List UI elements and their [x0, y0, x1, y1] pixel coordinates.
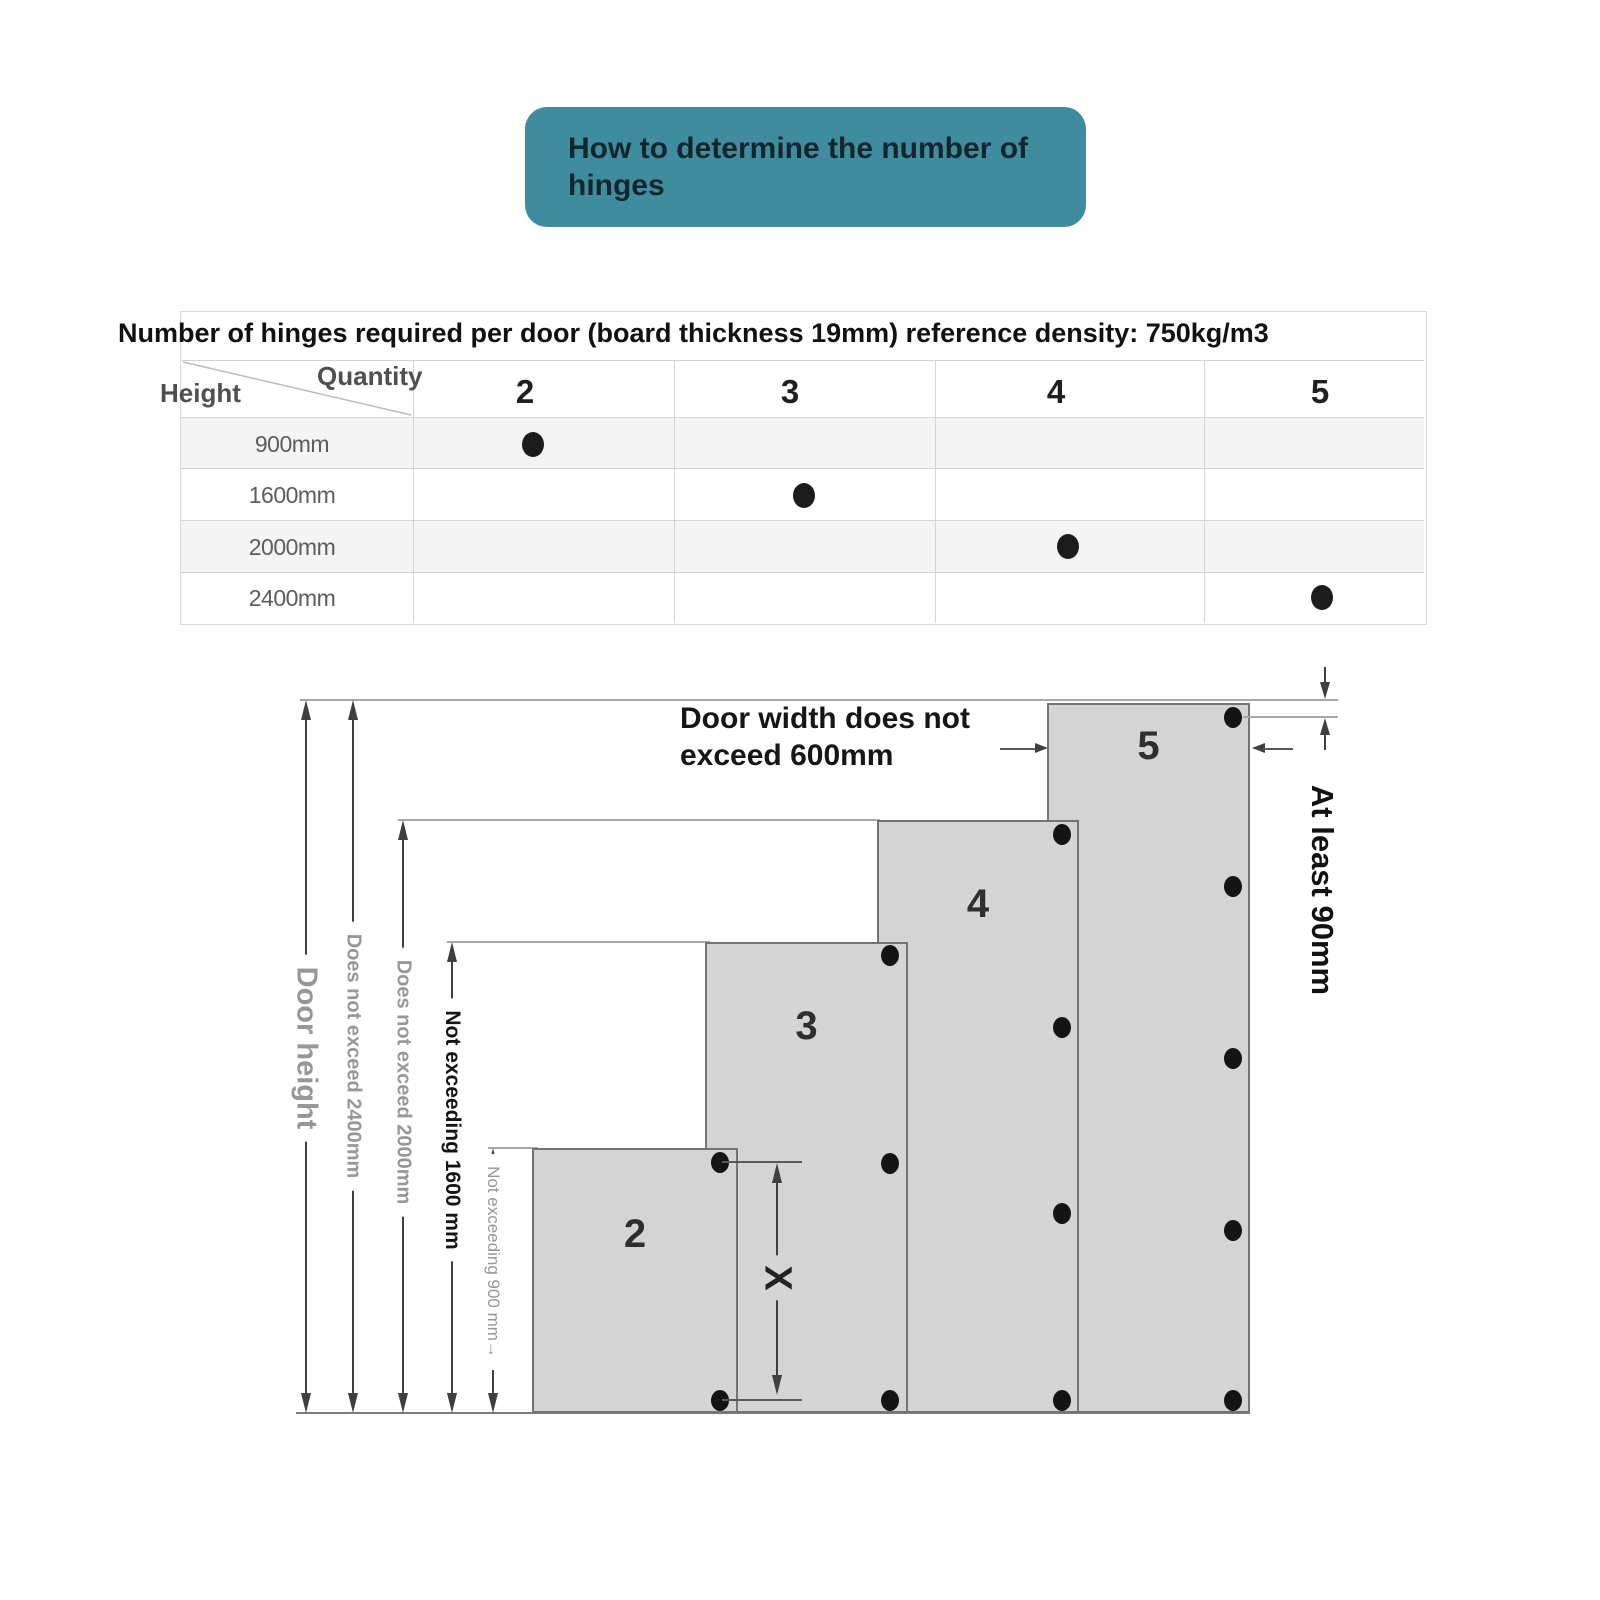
grid-line — [674, 360, 675, 623]
hinge-dot — [881, 1153, 899, 1174]
quantity-column-header: 2 — [515, 373, 535, 410]
hinge-dot — [1053, 824, 1071, 845]
dim-label-2400: Does not exceed 2400mm — [338, 922, 369, 1191]
top-gap-lower-arrow-line — [1324, 730, 1326, 750]
grid-line — [181, 468, 1424, 469]
x-connector-bottom — [722, 1399, 802, 1401]
grid-line — [181, 417, 1424, 418]
height-row-label: 2000mm — [248, 534, 336, 560]
hinge-dot — [711, 1152, 729, 1173]
dim-label-2000: Does not exceed 2000mm — [388, 948, 419, 1217]
quantity-column-header: 4 — [1046, 373, 1066, 410]
hinge-dot — [1224, 707, 1242, 728]
dim-label-900: Not exceeding 900 mm→ — [479, 1154, 507, 1370]
dim-label-1600: Not exceeding 1600 mm — [436, 998, 468, 1261]
height-row-label: 900mm — [254, 431, 330, 457]
hinge-dot — [1224, 876, 1242, 897]
grid-line — [1204, 360, 1205, 623]
level-line-1600 — [447, 941, 710, 943]
door-panel-label-5: 5 — [1137, 724, 1160, 768]
table-row-900-shade — [181, 417, 1424, 468]
height-row-label: 2400mm — [248, 585, 336, 611]
door-panel-2 — [532, 1148, 738, 1413]
table-row-2000-shade — [181, 520, 1424, 572]
hinge-dot — [1053, 1017, 1071, 1038]
selection-dot-2000-4 — [1057, 534, 1079, 559]
height-row-label: 1600mm — [248, 482, 336, 508]
hinge-dot — [1224, 1220, 1242, 1241]
door-top-line — [300, 699, 1338, 701]
x-connector-top — [722, 1161, 802, 1163]
top-gap-upper-arrow-head — [1320, 682, 1330, 699]
level-line-2000 — [398, 819, 880, 821]
door-width-arrow-left-head — [1035, 743, 1048, 753]
hinge-dot — [1224, 1048, 1242, 1069]
page-title: How to determine the number of hinges — [568, 132, 1029, 202]
door-panel-label-4: 4 — [966, 882, 990, 926]
selection-dot-900-2 — [522, 432, 544, 457]
hinge-dot — [1224, 1390, 1242, 1411]
grid-line — [181, 520, 1424, 521]
hinge-dot — [881, 945, 899, 966]
quantity-header-label: Quantity — [317, 361, 423, 391]
door-panel-label-2: 2 — [623, 1212, 647, 1256]
grid-line — [181, 572, 1424, 573]
selection-dot-1600-3 — [793, 483, 815, 508]
selection-dot-2400-5 — [1311, 585, 1333, 610]
door-panel-label-3: 3 — [795, 1004, 818, 1048]
hinge-dot — [711, 1390, 729, 1411]
grid-line — [413, 360, 414, 623]
door-width-note-line2: exceed 600mm — [680, 739, 894, 772]
table-title: Number of hinges required per door (board thickness 19mm) reference density: 750kg/m3 — [118, 318, 1269, 348]
door-width-arrow-left-line — [1000, 748, 1037, 750]
dim-label-door-height: Door height — [286, 955, 327, 1142]
hinge-dot — [881, 1390, 899, 1411]
height-header-label: Height — [160, 378, 241, 408]
quantity-column-header: 5 — [1310, 373, 1330, 410]
at-least-90-label: At least 90mm — [1305, 784, 1340, 996]
hinge-dot — [1053, 1203, 1071, 1224]
hinge-dot — [1053, 1390, 1071, 1411]
door-width-note-line1: Door width does not — [680, 702, 970, 735]
quantity-column-header: 3 — [780, 373, 800, 410]
hinge-spacing-label: X — [750, 1255, 805, 1300]
door-width-arrow-right-line — [1263, 748, 1293, 750]
grid-line — [935, 360, 936, 623]
